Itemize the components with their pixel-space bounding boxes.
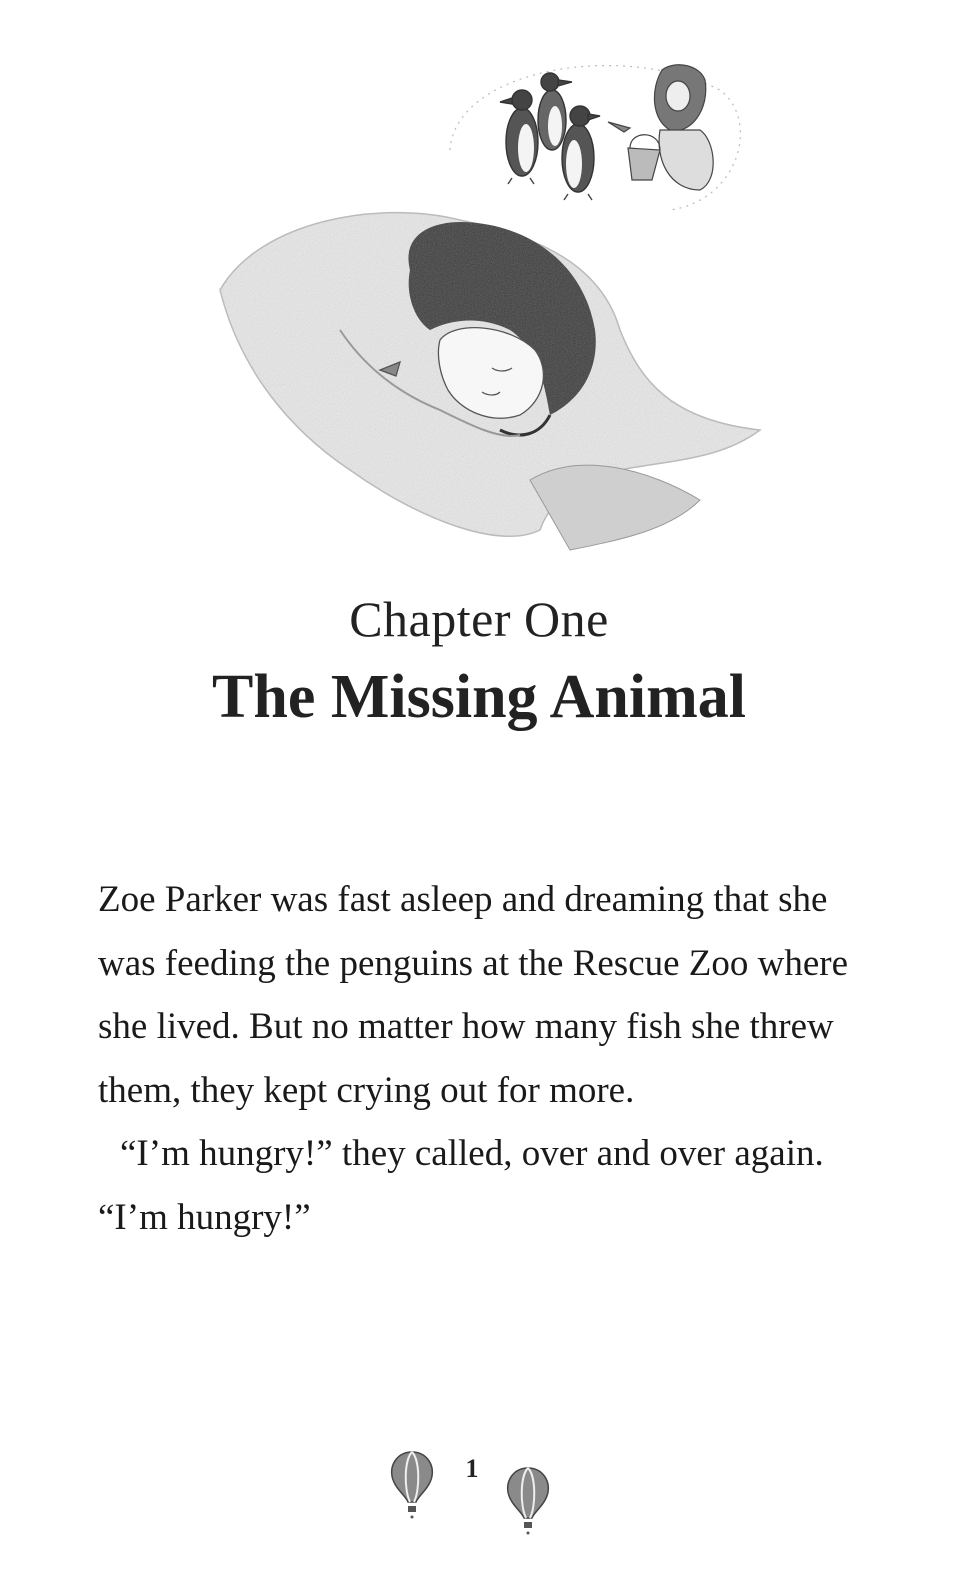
dream-girl-drawing: [608, 65, 713, 190]
page-number: 1: [465, 1454, 479, 1483]
sleeping-girl-illustration: [200, 30, 770, 575]
story-text: [98, 868, 878, 1249]
chapter-title: The Missing Animal: [212, 663, 746, 731]
penguins-drawing: [500, 73, 600, 200]
hot-air-balloon-icon: [388, 1450, 436, 1520]
page-footer: [0, 1442, 958, 1542]
paragraph: “I’m hungry!” they called, over and over again. “I’m hungry!”: [98, 1133, 824, 1238]
chapter-label: Chapter One: [349, 591, 609, 647]
paragraph: Zoe Parker was fast asleep and dreaming that she was feeding the penguins at the Rescue Zoo where she lived. But no matter how many fish she threw them, they kept crying out for more.: [98, 879, 849, 1111]
hot-air-balloon-icon: [504, 1466, 552, 1536]
